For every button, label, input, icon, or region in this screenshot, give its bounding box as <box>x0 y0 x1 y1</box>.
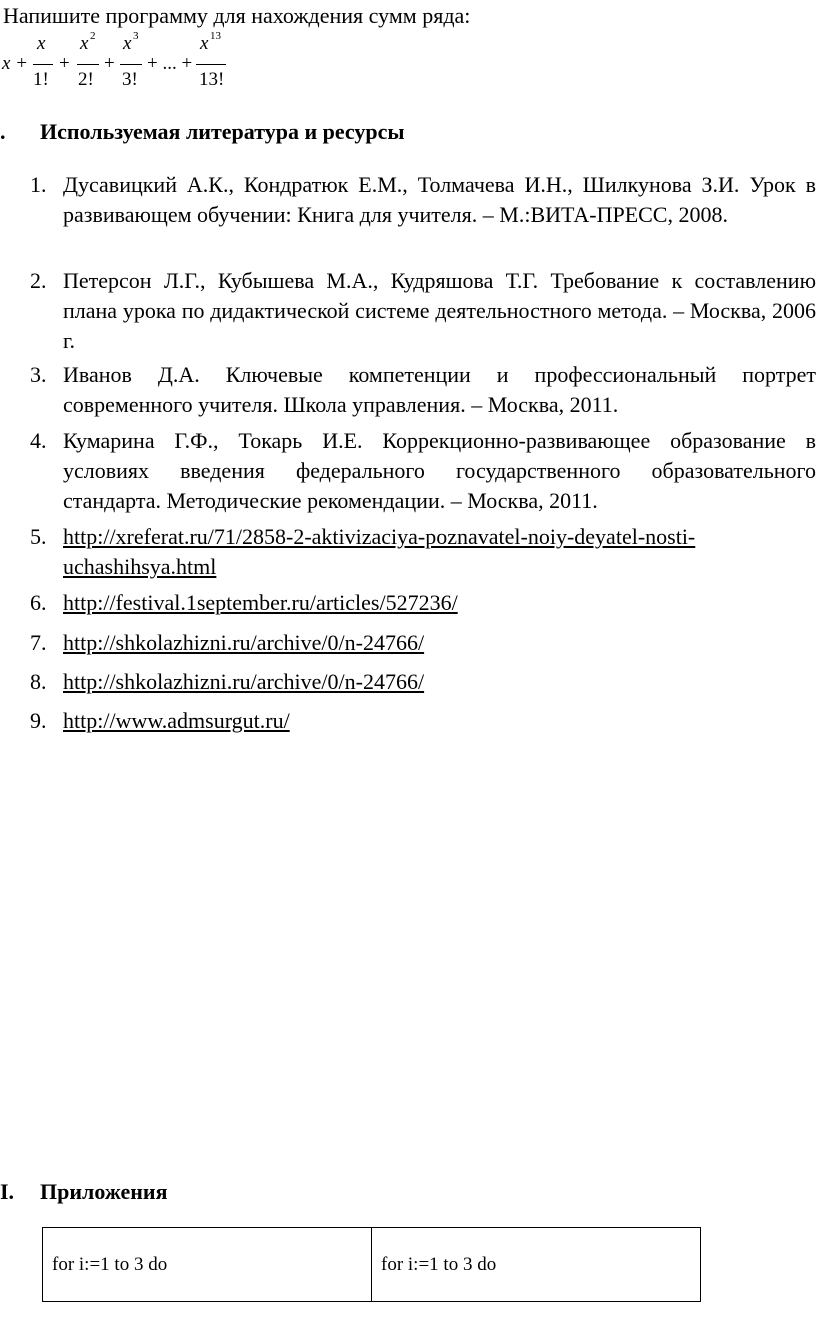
formula-term-3-bar <box>120 64 142 65</box>
formula-term-3-denominator: 3! <box>122 69 138 90</box>
reference-number: 6. <box>30 590 47 615</box>
reference-text: Иванов Д.А. Ключевые компетенции и профессиональный портрет современного учителя. Школа управления. – Москва, 2011. <box>63 362 816 417</box>
formula-ellipsis: + ... + <box>147 53 193 74</box>
literature-section-number: . <box>0 119 6 144</box>
appendix-section-number: I. <box>0 1179 15 1204</box>
formula-term-4-exponent: 13 <box>210 30 221 42</box>
reference-item <box>30 170 816 230</box>
reference-item <box>30 628 816 658</box>
formula-plus-1: + <box>59 53 70 74</box>
reference-item <box>30 588 816 618</box>
reference-link[interactable]: http://festival.1september.ru/articles/527236/ <box>63 590 458 615</box>
reference-item <box>30 706 816 736</box>
table-cell: for i:=1 to 3 do <box>43 1228 372 1302</box>
reference-item <box>30 360 816 420</box>
reference-number: 5. <box>30 524 47 549</box>
formula-term-4-numerator: x <box>200 33 209 54</box>
reference-link[interactable]: http://shkolazhizni.ru/archive/0/n-24766/ <box>63 669 425 694</box>
reference-number: 1. <box>30 172 47 197</box>
appendix-table <box>42 1227 701 1302</box>
reference-number: 4. <box>30 428 47 453</box>
reference-number: 9. <box>30 708 47 733</box>
formula-term-2-denominator: 2! <box>78 69 94 90</box>
formula-lead: x + <box>2 53 29 74</box>
formula-term-3-exponent: 3 <box>133 30 139 42</box>
reference-link[interactable]: http://www.admsurgut.ru/ <box>63 708 290 733</box>
reference-item <box>30 667 816 697</box>
formula-term-1-denominator: 1! <box>33 69 49 90</box>
reference-number: 8. <box>30 669 47 694</box>
formula-term-4-denominator: 13! <box>199 69 225 90</box>
reference-link[interactable]: http://shkolazhizni.ru/archive/0/n-24766/ <box>63 630 425 655</box>
literature-heading: Используемая литература и ресурсы <box>40 119 405 144</box>
reference-number: 3. <box>30 362 47 387</box>
table-cell: for i:=1 to 3 do <box>372 1228 701 1302</box>
formula-term-2-bar <box>77 64 99 65</box>
reference-item <box>30 522 816 582</box>
task-statement: Напишите программу для нахождения сумм ряда: <box>3 3 471 28</box>
reference-text: Дусавицкий А.К., Кондратюк Е.М., Толмачева И.Н., Шилкунова З.И. Урок в развивающем обучении: Книга для учителя. – М.:ВИТА-ПРЕСС, 2008. <box>63 172 816 227</box>
reference-item <box>30 266 816 356</box>
formula-term-1-bar <box>33 64 53 65</box>
series-formula <box>0 30 240 98</box>
reference-link[interactable]: http://xreferat.ru/71/2858-2-aktivizaciya-poznavatel-noiy-deyatel-nosti-uchashihsya.html <box>63 524 696 579</box>
formula-term-1-numerator: x <box>37 33 46 54</box>
formula-term-2-numerator: x <box>80 33 89 54</box>
formula-term-3-numerator: x <box>123 33 132 54</box>
formula-term-2-exponent: 2 <box>90 30 96 42</box>
appendix-heading: Приложения <box>40 1179 168 1204</box>
reference-text: Петерсон Л.Г., Кубышева М.А., Кудряшова Т.Г. Требование к составлению плана урока по дидактической системе деятельностного метода. – Москва, 2006 г. <box>63 268 816 353</box>
table-row <box>43 1228 701 1302</box>
reference-number: 7. <box>30 630 47 655</box>
reference-item <box>30 426 816 516</box>
formula-plus-2: + <box>104 53 115 74</box>
reference-text: Кумарина Г.Ф., Токарь И.Е. Коррекционно-развивающее образование в условиях введения федерального государственного образовательного стандарта. Методические рекомендации. – Москва, 2011. <box>63 428 816 513</box>
formula-term-4-bar <box>196 64 226 65</box>
reference-number: 2. <box>30 268 47 293</box>
